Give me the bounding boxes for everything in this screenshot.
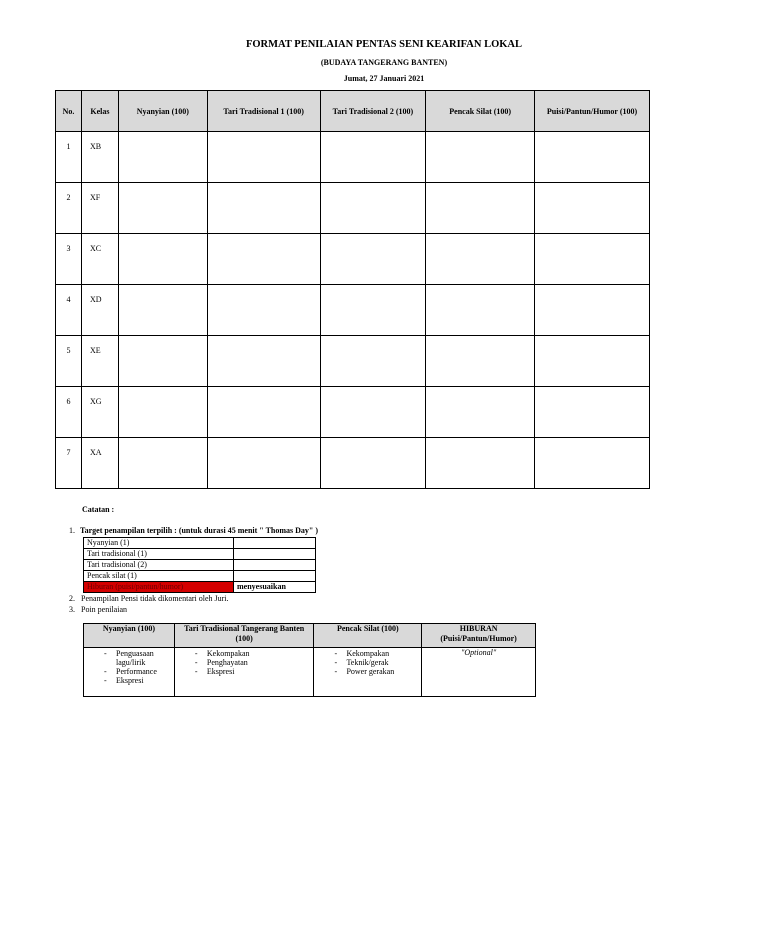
note-3-number: 3. — [69, 605, 75, 614]
notes-heading: Catatan : — [82, 505, 115, 514]
score-cell[interactable] — [207, 336, 320, 387]
hiburan-optional: "Optional" — [422, 648, 536, 697]
col-puisi: Puisi/Pantun/Humor (100) — [535, 91, 650, 132]
table-row — [56, 285, 650, 336]
table-row — [84, 560, 316, 571]
row-kelas: XB — [81, 132, 118, 183]
row-no: 5 — [56, 336, 82, 387]
score-cell[interactable] — [207, 285, 320, 336]
target-value: menyesuaikan — [234, 582, 316, 593]
col-tari-tradisional: Tari Tradisional Tangerang Banten (100) — [174, 624, 314, 648]
tari-criteria — [174, 648, 314, 697]
score-cell[interactable] — [535, 234, 650, 285]
col-nyanyian: Nyanyian (100) — [118, 91, 207, 132]
row-no: 7 — [56, 438, 82, 489]
col-tari-1: Tari Tradisional 1 (100) — [207, 91, 320, 132]
table-row — [56, 183, 650, 234]
score-cell[interactable] — [207, 183, 320, 234]
row-kelas: XG — [81, 387, 118, 438]
list-item: - Performance — [84, 667, 174, 676]
col-pencak-silat: Pencak Silat (100) — [314, 624, 422, 648]
scoring-header-row — [84, 624, 536, 648]
target-label-highlighted: Hiburan (puisi/pantun/humor) — [84, 582, 234, 593]
score-cell[interactable] — [426, 387, 535, 438]
assessment-table — [55, 90, 650, 489]
table-row — [84, 538, 316, 549]
note-1 — [69, 526, 318, 535]
score-cell[interactable] — [320, 285, 426, 336]
score-cell[interactable] — [535, 285, 650, 336]
score-cell[interactable] — [118, 438, 207, 489]
row-kelas: XE — [81, 336, 118, 387]
list-item: - Penghayatan — [175, 658, 314, 667]
scoring-points-table — [83, 623, 536, 697]
score-cell[interactable] — [535, 336, 650, 387]
table-row — [56, 438, 650, 489]
target-value — [234, 538, 316, 549]
note-1-text: Target penampilan terpilih : (untuk durasi 45 menit " Thomas Day" ) — [80, 526, 319, 535]
list-item: - Penguasaan lagu/lirik — [84, 649, 174, 667]
target-label: Tari tradisional (1) — [84, 549, 234, 560]
list-item: - Kekompakan — [314, 649, 421, 658]
row-no: 1 — [56, 132, 82, 183]
col-nyanyian: Nyanyian (100) — [84, 624, 175, 648]
score-cell[interactable] — [535, 387, 650, 438]
table-row — [56, 132, 650, 183]
document-date: Jumat, 27 Januari 2021 — [343, 74, 425, 83]
row-kelas: XF — [81, 183, 118, 234]
note-2 — [69, 594, 229, 603]
row-no: 2 — [56, 183, 82, 234]
note-2-text: Penampilan Pensi tidak dikomentari oleh Juri. — [81, 594, 229, 603]
list-item: - Teknik/gerak — [314, 658, 421, 667]
row-no: 6 — [56, 387, 82, 438]
row-no: 3 — [56, 234, 82, 285]
score-cell[interactable] — [207, 438, 320, 489]
score-cell[interactable] — [118, 336, 207, 387]
row-kelas: XC — [81, 234, 118, 285]
row-kelas: XA — [81, 438, 118, 489]
target-value — [234, 549, 316, 560]
list-item: - Ekspresi — [175, 667, 314, 676]
score-cell[interactable] — [320, 387, 426, 438]
nyanyian-criteria — [84, 648, 175, 697]
table-row — [84, 571, 316, 582]
document-title: FORMAT PENILAIAN PENTAS SENI KEARIFAN LOKAL — [245, 39, 523, 50]
score-cell[interactable] — [320, 234, 426, 285]
score-cell[interactable] — [320, 183, 426, 234]
note-3-text: Poin penilaian — [81, 605, 127, 614]
score-cell[interactable] — [320, 132, 426, 183]
score-cell[interactable] — [320, 438, 426, 489]
row-no: 4 — [56, 285, 82, 336]
col-pencak-silat: Pencak Silat (100) — [426, 91, 535, 132]
table-row — [84, 648, 536, 697]
score-cell[interactable] — [207, 132, 320, 183]
target-performance-table — [83, 537, 316, 593]
target-label: Tari tradisional (2) — [84, 560, 234, 571]
list-item: - Power gerakan — [314, 667, 421, 676]
score-cell[interactable] — [535, 438, 650, 489]
table-row — [56, 336, 650, 387]
assessment-header-row — [56, 91, 650, 132]
score-cell[interactable] — [320, 336, 426, 387]
score-cell[interactable] — [426, 336, 535, 387]
target-value — [234, 571, 316, 582]
table-row — [56, 234, 650, 285]
silat-criteria — [314, 648, 422, 697]
score-cell[interactable] — [535, 183, 650, 234]
note-1-number: 1. — [69, 526, 75, 535]
score-cell[interactable] — [118, 183, 207, 234]
target-label: Nyanyian (1) — [84, 538, 234, 549]
score-cell[interactable] — [426, 234, 535, 285]
list-item: - Kekompakan — [175, 649, 314, 658]
table-row — [84, 549, 316, 560]
score-cell[interactable] — [207, 234, 320, 285]
col-kelas: Kelas — [81, 91, 118, 132]
col-hiburan: HIBURAN (Puisi/Pantun/Humor) — [422, 624, 536, 648]
score-cell[interactable] — [535, 132, 650, 183]
target-value — [234, 560, 316, 571]
col-tari-2: Tari Tradisional 2 (100) — [320, 91, 426, 132]
note-3 — [69, 605, 127, 614]
col-no: No. — [56, 91, 82, 132]
table-row — [84, 582, 316, 593]
list-item: - Ekspresi — [84, 676, 174, 685]
target-label: Pencak silat (1) — [84, 571, 234, 582]
note-2-number: 2. — [69, 594, 75, 603]
document-subtitle: (BUDAYA TANGERANG BANTEN) — [320, 58, 448, 67]
score-cell[interactable] — [207, 387, 320, 438]
score-cell[interactable] — [426, 438, 535, 489]
score-cell[interactable] — [118, 132, 207, 183]
table-row — [56, 387, 650, 438]
score-cell[interactable] — [426, 183, 535, 234]
score-cell[interactable] — [118, 387, 207, 438]
score-cell[interactable] — [118, 234, 207, 285]
score-cell[interactable] — [426, 285, 535, 336]
score-cell[interactable] — [426, 132, 535, 183]
score-cell[interactable] — [118, 285, 207, 336]
row-kelas: XD — [81, 285, 118, 336]
